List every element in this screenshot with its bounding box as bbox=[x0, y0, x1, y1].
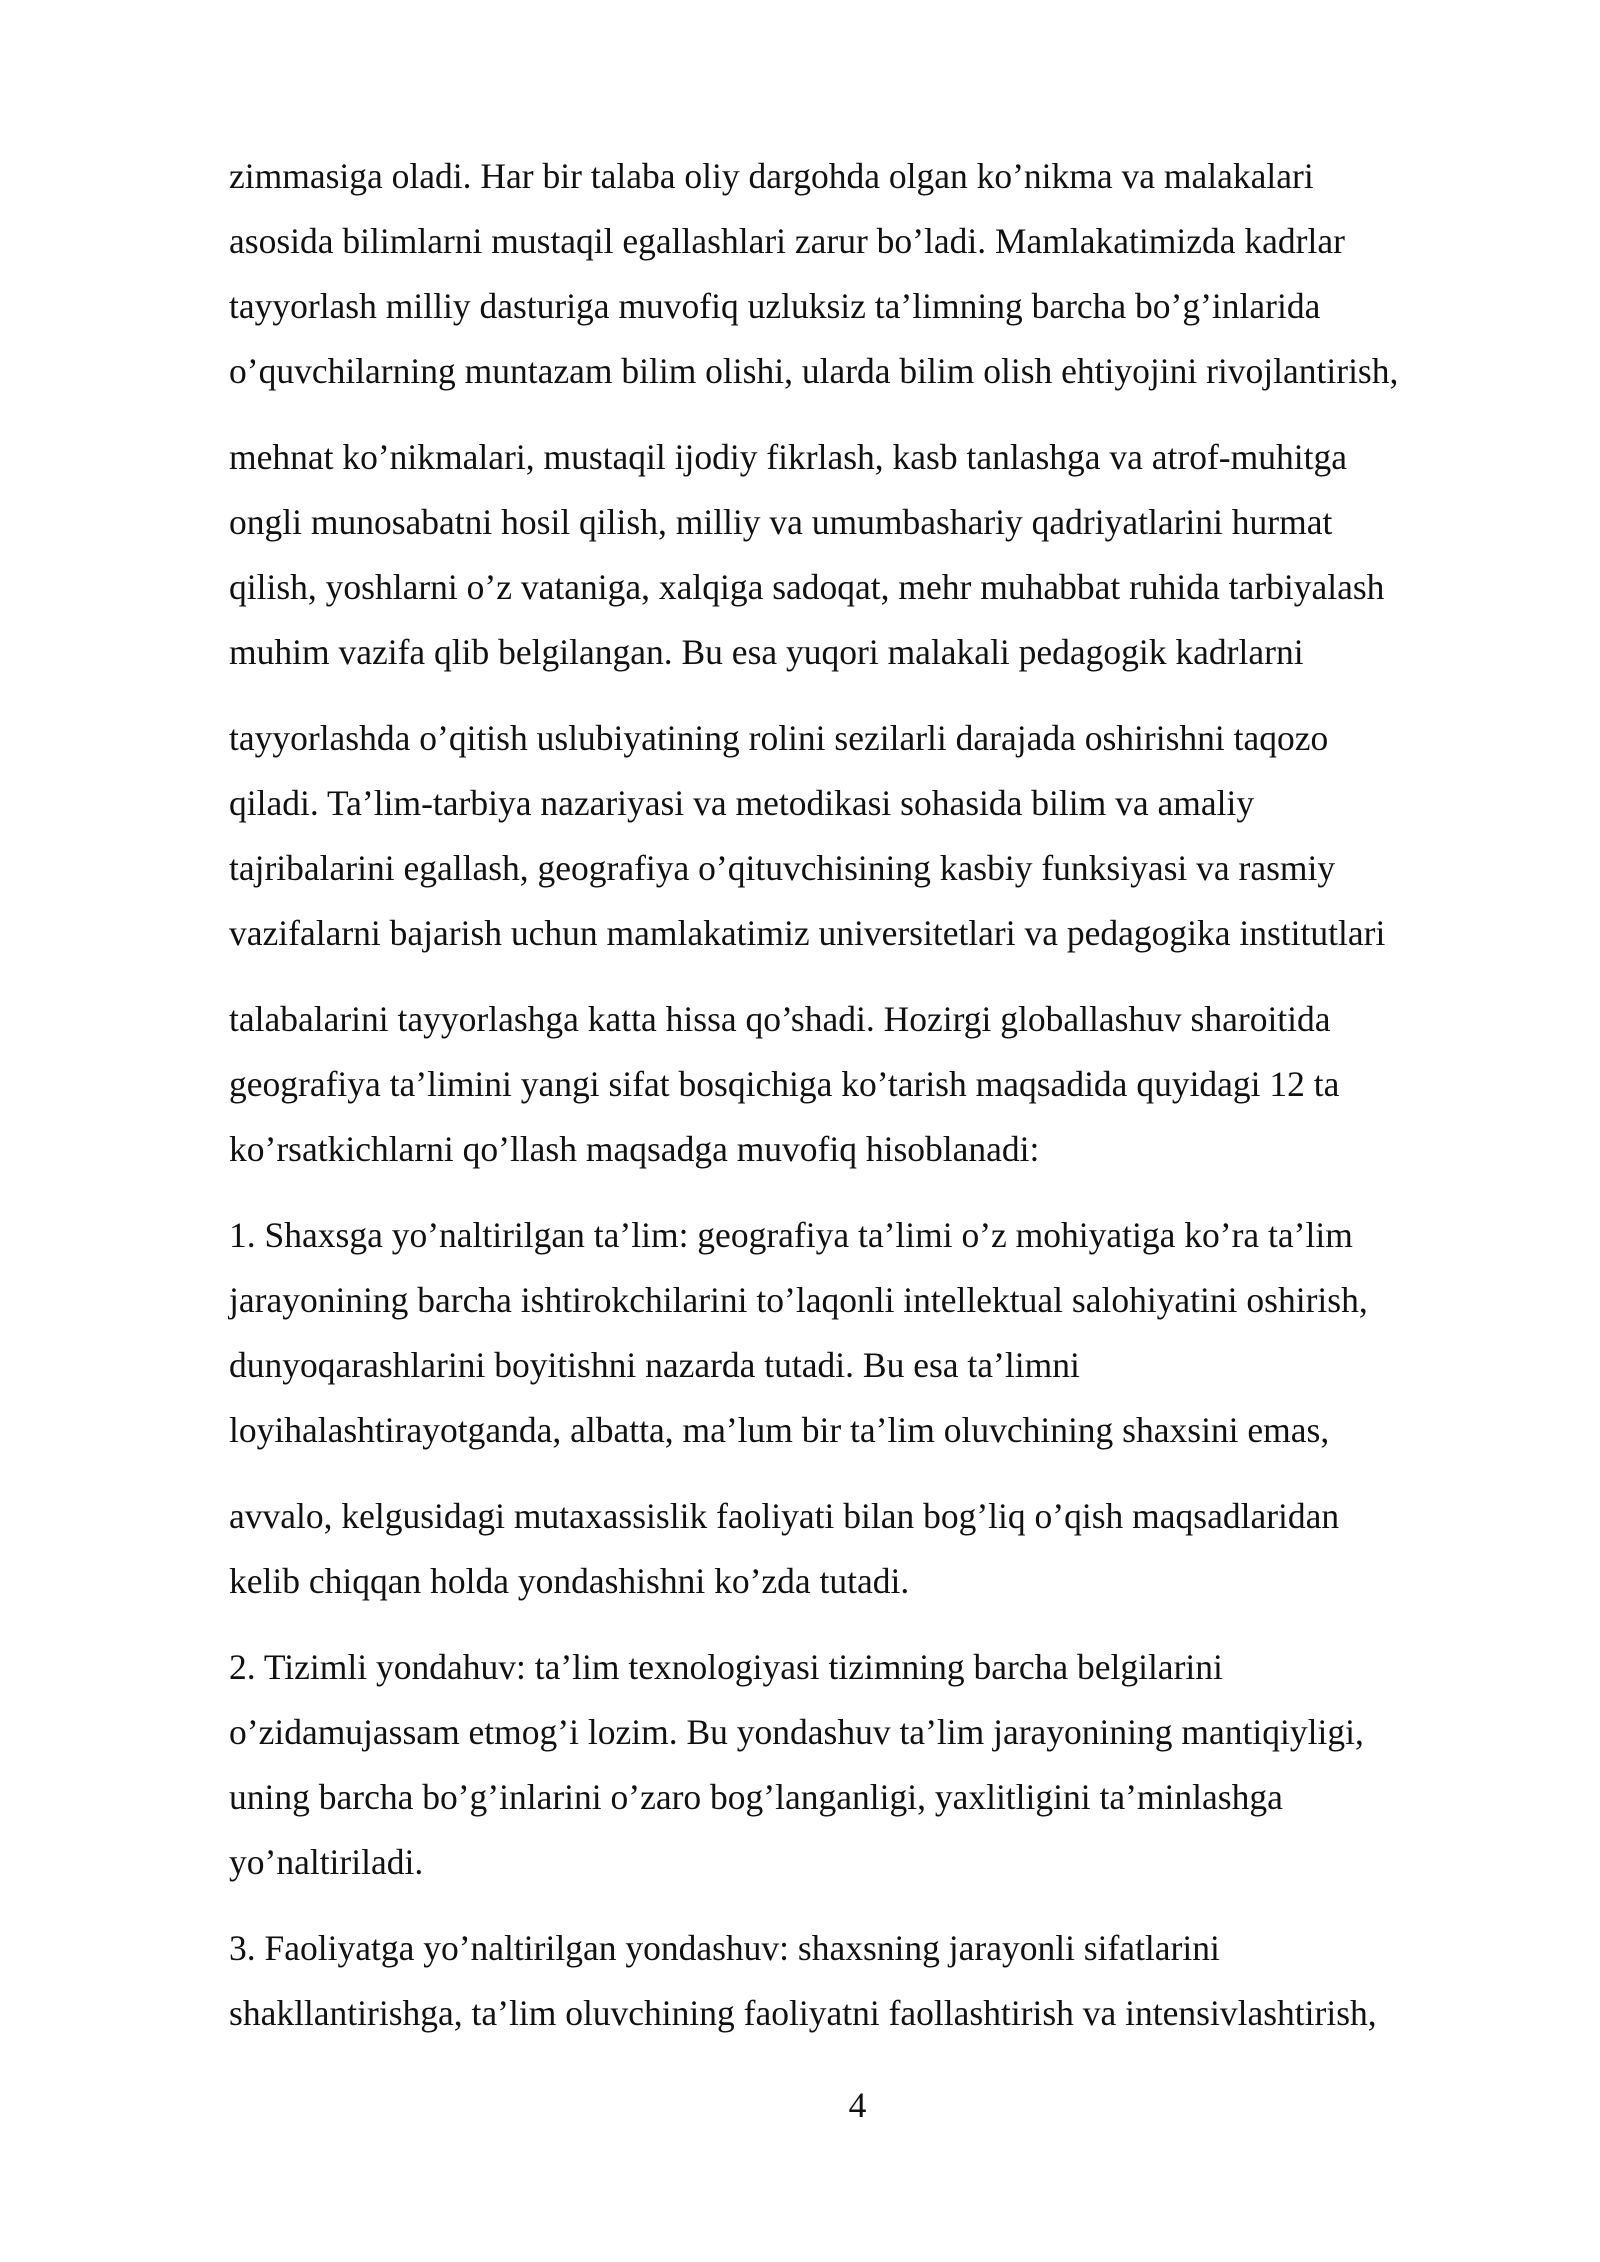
text-line: asosida bilimlarni mustaqil egallashlari zarur bo’ladi. Mamlakatimizda kadrlar bbox=[229, 221, 1345, 261]
text-line: qiladi. Ta’lim-tarbiya nazariyasi va metodikasi sohasida bilim va amaliy bbox=[229, 783, 1255, 823]
page-number: 4 bbox=[848, 2085, 867, 2125]
text-line: avvalo, kelgusidagi mutaxassislik faoliyati bilan bog’liq o’qish maqsadlaridan bbox=[229, 1496, 1340, 1536]
text-line: vazifalarni bajarish uchun mamlakatimiz universitetlari va pedagogika institutlari bbox=[229, 913, 1386, 953]
text-line: tajribalarini egallash, geografiya o’qituvchisining kasbiy funksiyasi va rasmiy bbox=[229, 848, 1336, 888]
text-line: o’zidamujassam etmog’i lozim. Bu yondashuv ta’lim jarayonining mantiqiyligi, bbox=[229, 1712, 1364, 1752]
text-line: tayyorlash milliy dasturiga muvofiq uzluksiz ta’limning barcha bo’g’inlarida bbox=[229, 286, 1321, 326]
text-line: ko’rsatkichlarni qo’llash maqsadga muvofiq hisoblanadi: bbox=[229, 1129, 1040, 1169]
text-line: 3. Faoliyatga yo’naltirilgan yondashuv: shaxsning jarayonli sifatlarini bbox=[229, 1928, 1220, 1968]
text-line: kelib chiqqan holda yondashishni ko’zda tutadi. bbox=[229, 1561, 910, 1601]
text-line: jarayonining barcha ishtirokchilarini to’laqonli intellektual salohiyatini oshirish, bbox=[229, 1280, 1368, 1320]
text-line: mehnat ko’nikmalari, mustaqil ijodiy fikrlash, kasb tanlashga va atrof-muhitga bbox=[229, 437, 1347, 477]
text-line: shakllantirishga, ta’lim oluvchining faoliyatni faollashtirish va intensivlashtirish, bbox=[229, 1993, 1377, 2033]
text-line: ongli munosabatni hosil qilish, milliy va umumbashariy qadriyatlarini hurmat bbox=[229, 502, 1333, 542]
text-line: tayyorlashda o’qitish uslubiyatining rolini sezilarli darajada oshirishni taqozo bbox=[229, 718, 1329, 758]
text-line: o’quvchilarning muntazam bilim olishi, ularda bilim olish ehtiyojini rivojlantirish, bbox=[229, 351, 1399, 391]
text-line: talabalarini tayyorlashga katta hissa qo’shadi. Hozirgi globallashuv sharoitida bbox=[229, 999, 1331, 1039]
text-line: loyihalashtirayotganda, albatta, ma’lum bir ta’lim oluvchining shaxsini emas, bbox=[229, 1410, 1330, 1450]
text-line: zimmasiga oladi. Har bir talaba oliy dargohda olgan ko’nikma va malakalari bbox=[229, 156, 1314, 196]
text-line: muhim vazifa qlib belgilangan. Bu esa yuqori malakali pedagogik kadrlarni bbox=[229, 632, 1304, 672]
text-line: qilish, yoshlarni o’z vataniga, xalqiga sadoqat, mehr muhabbat ruhida tarbiyalash bbox=[229, 567, 1385, 607]
text-line: dunyoqarashlarini boyitishni nazarda tutadi. Bu esa ta’limni bbox=[229, 1345, 1080, 1385]
text-line: 1. Shaxsga yo’naltirilgan ta’lim: geografiya ta’limi o’z mohiyatiga ko’ra ta’lim bbox=[229, 1215, 1353, 1255]
text-line: yo’naltiriladi. bbox=[229, 1842, 424, 1882]
text-line: 2. Tizimli yondahuv: ta’lim texnologiyasi tizimning barcha belgilarini bbox=[229, 1647, 1223, 1687]
text-line: uning barcha bo’g’inlarini o’zaro bog’langanligi, yaxlitligini ta’minlashga bbox=[229, 1777, 1283, 1817]
text-line: geografiya ta’limini yangi sifat bosqichiga ko’tarish maqsadida quyidagi 12 ta bbox=[229, 1064, 1340, 1104]
